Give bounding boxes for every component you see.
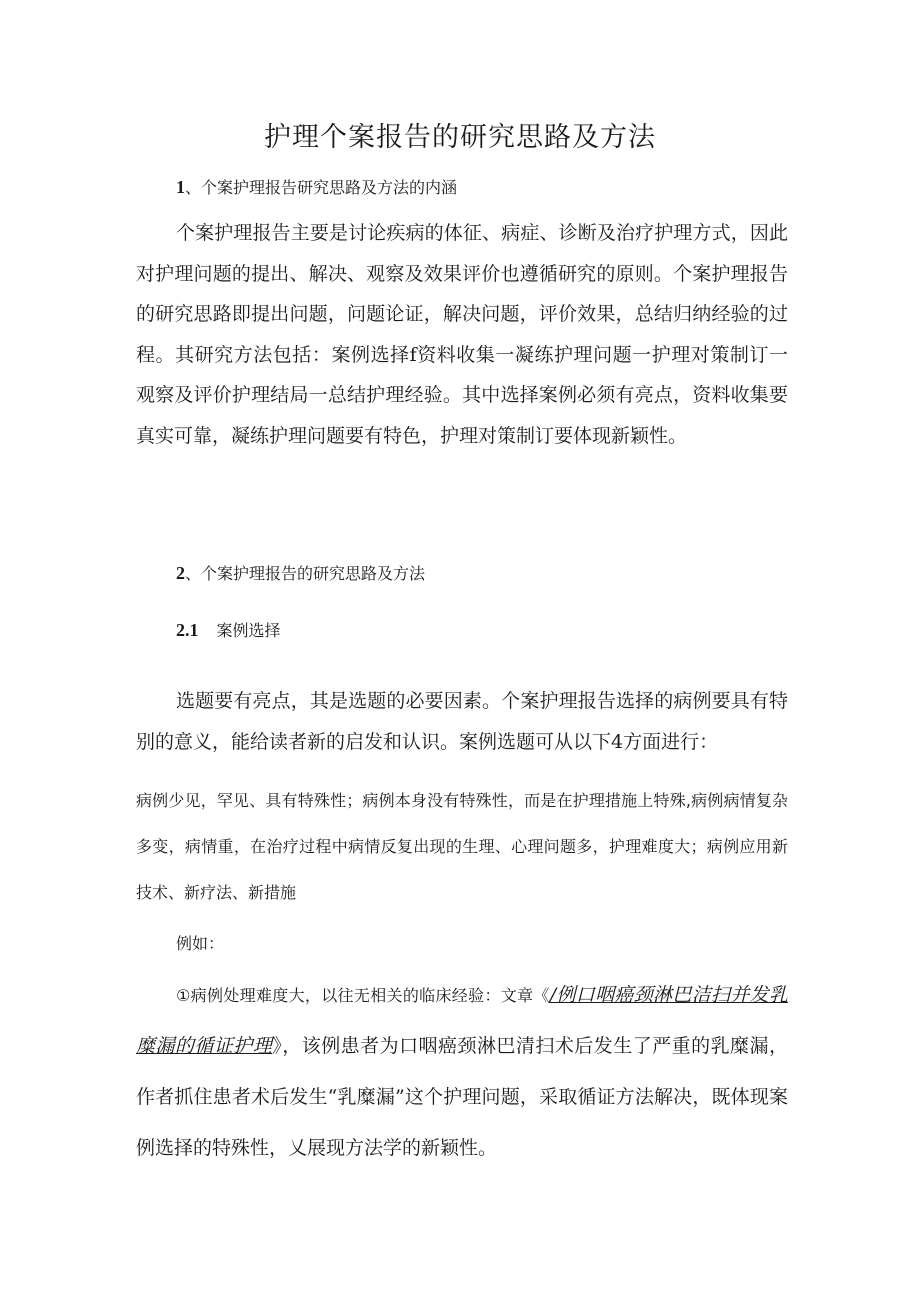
- section-1-heading-text: 、个案护理报告研究思路及方法的内涵: [185, 178, 458, 197]
- section-2-1-paragraph: 选题要有亮点，其是选题的必要因素。个案护理报告选择的病例要具有特别的意义，能给读者新的启发和认识。案例选题可从以下4方面进行：: [136, 690, 788, 753]
- section-2-heading: [176, 561, 425, 586]
- section-1-paragraph: 个案护理报告主要是讨论疾病的体征、病症、诊断及治疗护理方式，因此对护理问题的提出、解决、观察及效果评价也遵循研究的原则。个案护理报告的研究思路即提出问题，问题论证，解决问题，评价效果，总结归纳经验的过程。其研究方法包括：案例选择f资料收集一凝练护理问题一护理对策制订一观察及评价护理结局一总结护理经验。其中选择案例必须有亮点，资料收集要真实可靠，凝练护理问题要有特色，护理对策制订要体现新颖性。: [136, 222, 788, 447]
- document-title: 护理个案报告的研究思路及方法: [264, 122, 656, 153]
- example-reference-link[interactable]: /例口咽癌颈淋巴洁扫并发乳糜漏的循证护理: [136, 984, 788, 1057]
- section-2-heading-text: 、个案护理报告的研究思路及方法: [185, 564, 426, 583]
- section-2-1-number: 2.1: [176, 620, 199, 640]
- section-2-1-heading: [176, 618, 281, 643]
- example-label: 例如：: [176, 934, 225, 953]
- section-1-number: 1: [176, 177, 185, 197]
- section-2-1-heading-text: 案例选择: [216, 621, 281, 640]
- case-selection-list: 病例少见，罕见、具有特殊性；病例本身没有特殊性，而是在护理措施上特殊,病例病情复杂多变，病情重，在治疗过程中病情反复出现的生理、心理问题多，护理难度大；病例应用新技术、新疗法、新措施: [136, 791, 788, 902]
- example-lead: ①病例处理难度大，以往无相关的临床经验：文章《: [176, 986, 550, 1005]
- section-1-heading: [176, 175, 457, 200]
- example-paragraph: [136, 970, 788, 1174]
- example-rest: 》，该例患者为口咽癌颈淋巴清扫术后发生了严重的乳糜漏，作者抓住患者术后发生“乳糜漏”这个护理问题，采取循证方法解决，既体现案例选择的特殊性，乂展现方法学的新颖性。: [136, 1035, 788, 1159]
- section-2-number: 2: [176, 563, 185, 583]
